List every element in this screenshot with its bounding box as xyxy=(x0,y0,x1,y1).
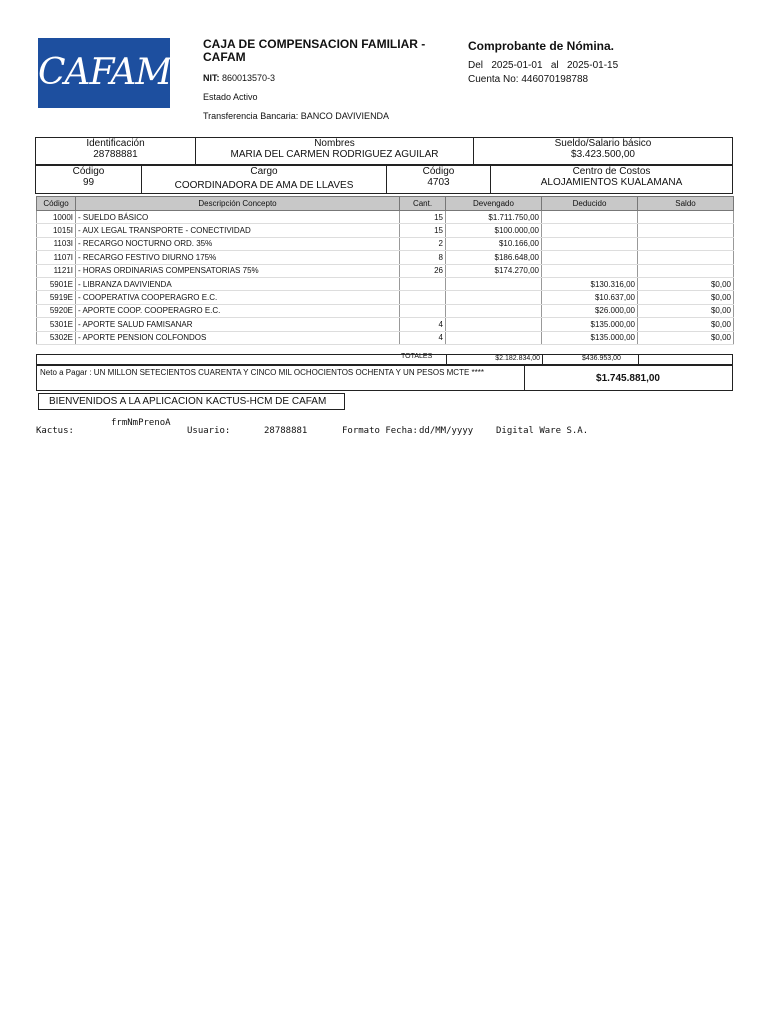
period-from: 2025-01-01 xyxy=(491,60,543,71)
totals-deducido: $436.953,00 xyxy=(582,355,621,362)
logo-text: CAFAM xyxy=(38,52,172,93)
row-dev xyxy=(446,291,542,304)
row-desc: - SUELDO BÁSICO xyxy=(76,211,400,224)
nit-line xyxy=(203,73,275,83)
col-codigo: Código xyxy=(37,197,76,211)
row-desc: - RECARGO NOCTURNO ORD. 35% xyxy=(76,237,400,250)
totals-label: TOTALES xyxy=(401,353,433,360)
row-ded xyxy=(542,211,638,224)
row-ded xyxy=(542,237,638,250)
concepts-table xyxy=(36,196,734,345)
row-dev: $186.648,00 xyxy=(446,251,542,264)
cc-label: Centro de Costos xyxy=(572,166,651,177)
row-dev: $100.000,00 xyxy=(446,224,542,237)
row-desc: - APORTE SALUD FAMISANAR xyxy=(76,318,400,331)
cafam-logo xyxy=(38,38,170,108)
cuenta: Cuenta No: 446070198788 xyxy=(468,74,589,85)
row-saldo xyxy=(638,251,734,264)
row-desc: - RECARGO FESTIVO DIURNO 175% xyxy=(76,251,400,264)
names-cell xyxy=(195,138,473,164)
neto-row xyxy=(36,365,733,391)
col-devengado: Devengado xyxy=(446,197,542,211)
code2-value: 4703 xyxy=(427,177,450,188)
user-value: 28788881 xyxy=(264,426,308,436)
table-row xyxy=(37,318,734,331)
row-cant: 8 xyxy=(400,251,446,264)
row-saldo xyxy=(638,224,734,237)
cargo-label: Cargo xyxy=(250,166,278,177)
row-dev: $10.166,00 xyxy=(446,237,542,250)
employee-row-1 xyxy=(35,137,733,165)
cargo-value: COORDINADORA DE AMA DE LLAVES xyxy=(174,180,354,191)
salary-label: Sueldo/Salario básico xyxy=(554,138,652,149)
salary-cell xyxy=(473,138,732,164)
cc-cell xyxy=(490,166,732,193)
row-ded xyxy=(542,264,638,277)
table-row xyxy=(37,251,734,264)
form-name: frmNmPrenoA xyxy=(111,418,171,428)
table-row xyxy=(37,237,734,250)
row-desc: - APORTE COOP. COOPERAGRO E.C. xyxy=(76,304,400,317)
row-cant xyxy=(400,291,446,304)
code-value: 99 xyxy=(82,177,95,188)
period-line xyxy=(468,60,618,71)
row-ded: $26.000,00 xyxy=(542,304,638,317)
row-code: 1015I xyxy=(37,224,76,237)
row-cant: 15 xyxy=(400,211,446,224)
row-code: 1107I xyxy=(37,251,76,264)
table-row xyxy=(37,277,734,290)
row-code: 1103I xyxy=(37,237,76,250)
row-cant: 15 xyxy=(400,224,446,237)
row-code: 5920E xyxy=(37,304,76,317)
row-ded: $135.000,00 xyxy=(542,318,638,331)
row-saldo: $0,00 xyxy=(638,277,734,290)
row-dev xyxy=(446,331,542,344)
welcome-banner: BIENVENIDOS A LA APLICACION KACTUS-HCM DE CAFAM xyxy=(38,393,345,410)
row-saldo xyxy=(638,211,734,224)
totals-row xyxy=(36,354,733,365)
id-label: Identificación xyxy=(86,138,145,149)
row-ded: $135.000,00 xyxy=(542,331,638,344)
row-code: 1121I xyxy=(37,264,76,277)
totals-divider xyxy=(542,355,543,364)
nit-value: 860013570-3 xyxy=(222,73,276,83)
row-code: 5301E xyxy=(37,318,76,331)
row-ded: $130.316,00 xyxy=(542,277,638,290)
row-ded xyxy=(542,224,638,237)
al-label: al xyxy=(550,60,559,71)
names-label: Nombres xyxy=(314,138,355,149)
row-saldo: $0,00 xyxy=(638,304,734,317)
row-desc: - LIBRANZA DAVIVIENDA xyxy=(76,277,400,290)
row-ded: $10.637,00 xyxy=(542,291,638,304)
row-code: 5302E xyxy=(37,331,76,344)
row-cant xyxy=(400,277,446,290)
id-value: 28788881 xyxy=(93,149,138,160)
row-dev: $174.270,00 xyxy=(446,264,542,277)
row-cant: 26 xyxy=(400,264,446,277)
period-to: 2025-01-15 xyxy=(567,60,619,71)
kactus-label: Kactus: xyxy=(36,426,74,436)
code2-cell xyxy=(386,166,490,193)
table-row xyxy=(37,264,734,277)
neto-amount: $1.745.881,00 xyxy=(596,373,660,384)
salary-value: $3.423.500,00 xyxy=(571,149,635,160)
row-dev xyxy=(446,277,542,290)
table-row xyxy=(37,304,734,317)
row-cant: 2 xyxy=(400,237,446,250)
table-row xyxy=(37,291,734,304)
totals-devengado: $2.182.834,00 xyxy=(495,355,540,362)
table-header-row xyxy=(37,197,734,211)
row-desc: - AUX LEGAL TRANSPORTE - CONECTIVIDAD xyxy=(76,224,400,237)
user-label: Usuario: xyxy=(187,426,231,436)
totals-divider xyxy=(638,355,639,364)
row-saldo: $0,00 xyxy=(638,331,734,344)
code-cell xyxy=(36,166,141,193)
row-cant: 4 xyxy=(400,331,446,344)
del-label: Del xyxy=(468,60,484,71)
id-cell xyxy=(36,138,195,164)
voucher-title: Comprobante de Nómina. xyxy=(468,39,615,53)
col-deducido: Deducido xyxy=(542,197,638,211)
row-code: 1000I xyxy=(37,211,76,224)
vendor: Digital Ware S.A. xyxy=(496,426,589,436)
row-code: 5901E xyxy=(37,277,76,290)
row-saldo xyxy=(638,237,734,250)
code2-label: Código xyxy=(422,166,455,177)
row-saldo xyxy=(638,264,734,277)
table-row xyxy=(37,211,734,224)
table-row xyxy=(37,224,734,237)
company-name: CAJA DE COMPENSACION FAMILIAR - CAFAM xyxy=(203,37,426,64)
neto-text: Neto a Pagar : UN MILLON SETECIENTOS CUARENTA Y CINCO MIL OCHOCIENTOS OCHENTA Y UN PESOS MCTE **** xyxy=(40,368,484,377)
row-ded xyxy=(542,251,638,264)
row-saldo: $0,00 xyxy=(638,318,734,331)
code-label: Código xyxy=(72,166,105,177)
transferencia: Transferencia Bancaria: BANCO DAVIVIENDA xyxy=(203,111,390,121)
format-value: dd/MM/yyyy xyxy=(419,426,474,436)
row-code: 5919E xyxy=(37,291,76,304)
row-dev: $1.711.750,00 xyxy=(446,211,542,224)
employee-row-2 xyxy=(35,165,733,194)
format-label: Formato Fecha: xyxy=(342,426,418,436)
estado: Estado Activo xyxy=(203,92,258,102)
row-dev xyxy=(446,304,542,317)
col-descripcion: Descripción Concepto xyxy=(76,197,400,211)
names-value: MARIA DEL CARMEN RODRIGUEZ AGUILAR xyxy=(230,149,439,160)
row-saldo: $0,00 xyxy=(638,291,734,304)
col-saldo: Saldo xyxy=(638,197,734,211)
nit-label: NIT: xyxy=(203,73,220,83)
row-cant: 4 xyxy=(400,318,446,331)
cc-value: ALOJAMIENTOS KUALAMANA xyxy=(540,177,683,188)
col-cant: Cant. xyxy=(400,197,446,211)
cargo-cell xyxy=(141,166,386,193)
row-desc: - HORAS ORDINARIAS COMPENSATORIAS 75% xyxy=(76,264,400,277)
row-desc: - COOPERATIVA COOPERAGRO E.C. xyxy=(76,291,400,304)
table-row xyxy=(37,331,734,344)
row-desc: - APORTE PENSION COLFONDOS xyxy=(76,331,400,344)
row-dev xyxy=(446,318,542,331)
row-cant xyxy=(400,304,446,317)
